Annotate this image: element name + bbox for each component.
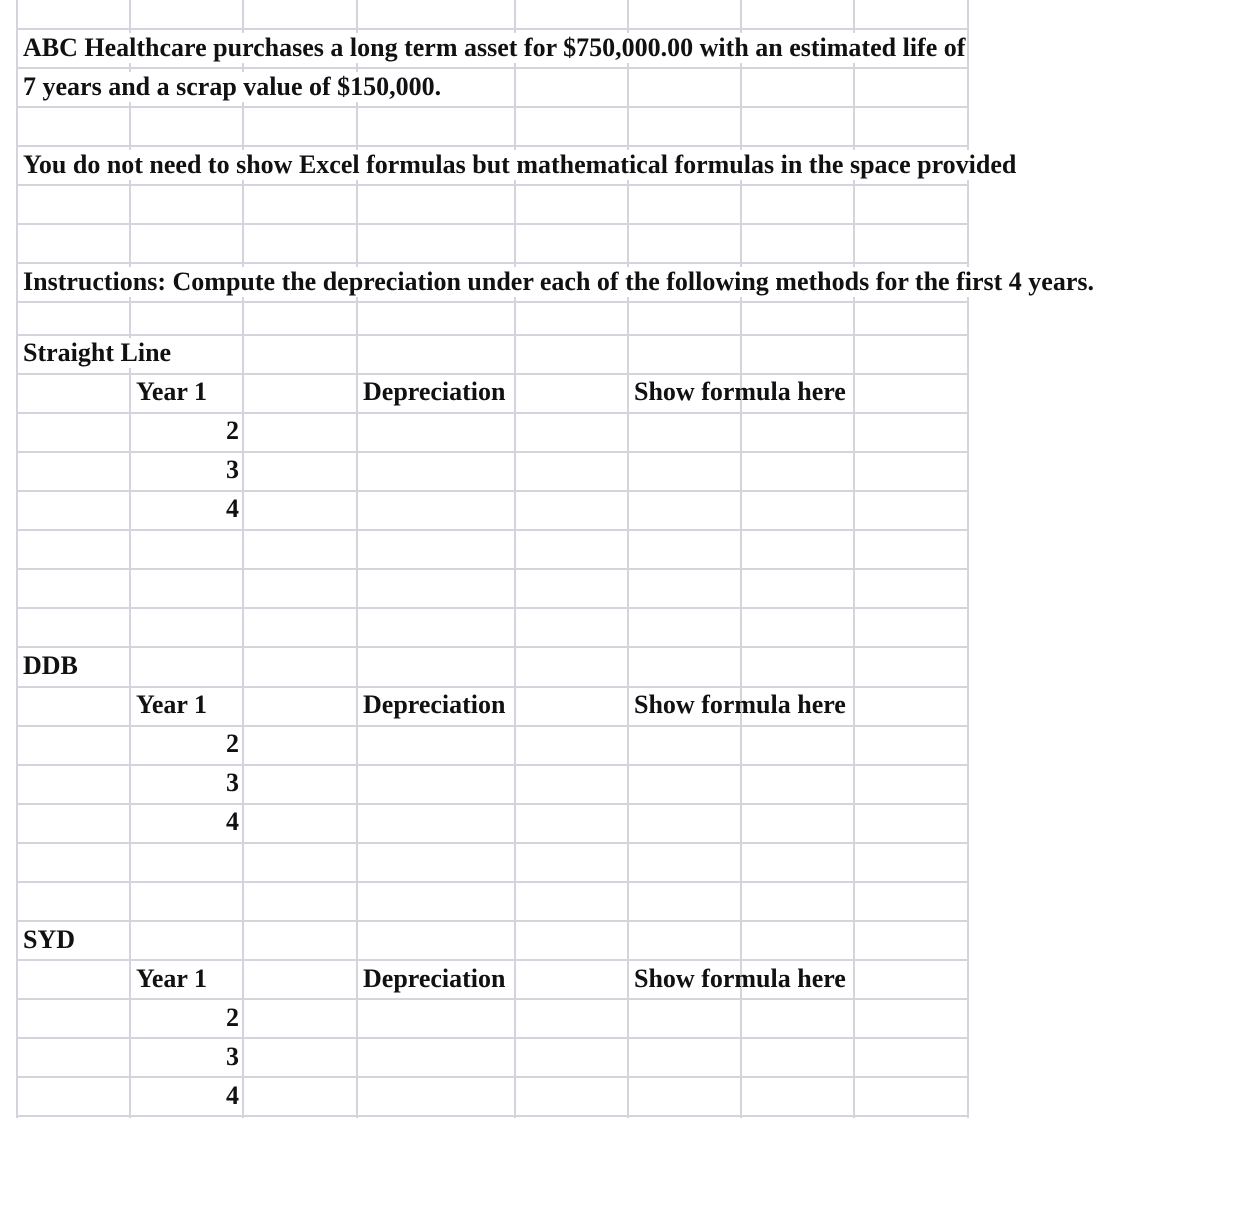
grid-row-line — [17, 998, 968, 1000]
year-number: 3 — [226, 455, 239, 484]
grid-row-line — [17, 803, 968, 805]
grid-row-line — [17, 881, 968, 883]
grid-row-line — [17, 301, 968, 303]
grid-row-line — [17, 1037, 968, 1039]
year-number: 4 — [226, 1081, 239, 1110]
depreciation-label: Depreciation — [363, 377, 506, 406]
grid-row-line — [17, 67, 968, 69]
grid-row-line — [17, 412, 968, 414]
grid-row-line — [17, 764, 968, 766]
year-number: 3 — [226, 768, 239, 797]
grid-row-line — [17, 145, 968, 147]
year-number: 2 — [226, 729, 239, 758]
year-number: 4 — [226, 807, 239, 836]
year-number: 3 — [226, 1042, 239, 1071]
grid-row-line — [17, 920, 968, 922]
grid-row-line — [17, 334, 968, 336]
section-title-ddb: DDB — [23, 651, 78, 680]
grid-row-line — [17, 262, 968, 264]
grid-row-line — [17, 607, 968, 609]
grid-row-line — [17, 686, 968, 688]
problem-text-line-1: ABC Healthcare purchases a long term asset for $750,000.00 with an estimated life of — [23, 33, 966, 62]
grid-row-line — [17, 223, 968, 225]
problem-text-line-2: 7 years and a scrap value of $150,000. — [23, 72, 442, 101]
depreciation-label: Depreciation — [363, 964, 506, 993]
grid-row-line — [17, 1076, 968, 1078]
grid-row-line — [17, 490, 968, 492]
section-title-straight-line: Straight Line — [23, 338, 172, 367]
grid-row-line — [17, 184, 968, 186]
grid-row-line — [17, 842, 968, 844]
grid-column-line — [16, 0, 18, 1118]
year-number: 4 — [226, 494, 239, 523]
section-title-syd: SYD — [23, 925, 76, 954]
formula-label: Show formula here — [634, 690, 846, 719]
grid-row-line — [17, 959, 968, 961]
grid-row-line — [17, 725, 968, 727]
year-1-label: Year 1 — [136, 377, 208, 406]
grid-row-line — [17, 1115, 968, 1117]
grid-row-line — [17, 568, 968, 570]
instructions-text: Instructions: Compute the depreciation under each of the following methods for the first 4 years. — [23, 267, 1094, 296]
depreciation-label: Depreciation — [363, 690, 506, 719]
formula-label: Show formula here — [634, 964, 846, 993]
grid-row-line — [17, 28, 968, 30]
grid-row-line — [17, 646, 968, 648]
year-number: 2 — [226, 416, 239, 445]
grid-row-line — [17, 529, 968, 531]
note-text: You do not need to show Excel formulas but mathematical formulas in the space provided — [23, 150, 1017, 179]
grid-row-line — [17, 106, 968, 108]
grid-row-line — [17, 451, 968, 453]
grid-row-line — [17, 373, 968, 375]
year-1-label: Year 1 — [136, 690, 208, 719]
formula-label: Show formula here — [634, 377, 846, 406]
year-number: 2 — [226, 1003, 239, 1032]
year-1-label: Year 1 — [136, 964, 208, 993]
